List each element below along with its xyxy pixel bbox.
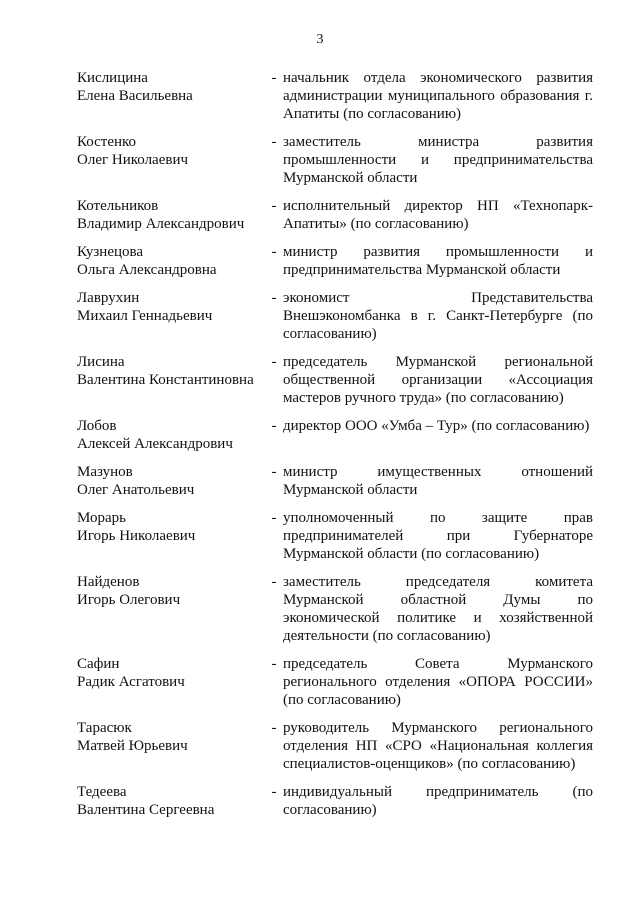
- member-entry: [77, 353, 593, 417]
- member-entry: [77, 719, 593, 783]
- member-given-names: Игорь Олегович: [77, 592, 181, 608]
- member-given-names: Владимир Александрович: [77, 216, 245, 232]
- separator-dash: -: [271, 198, 277, 214]
- member-role: министр развития промышленности и предпринимательства Мурманской области: [283, 244, 593, 278]
- member-name: [77, 509, 265, 545]
- separator-dash: -: [271, 354, 277, 370]
- member-role: заместитель министра развития промышленности и предпринимательства Мурманской области: [283, 134, 593, 186]
- member-name: [77, 133, 265, 169]
- member-entry: [77, 655, 593, 719]
- member-role: председатель Мурманской региональной общественной организации «Ассоциация мастеров ручного труда» (по согласованию): [283, 354, 593, 406]
- separator-dash: -: [271, 134, 277, 150]
- member-entry: [77, 289, 593, 353]
- member-role: экономист Представительства Внешэкономбанка в г. Санкт-Петербурге (по согласованию): [283, 290, 593, 342]
- member-name: [77, 197, 265, 233]
- member-role: начальник отдела экономического развития администрации муниципального образования г. Апатиты (по согласованию): [283, 70, 593, 122]
- member-role: председатель Совета Мурманского регионального отделения «ОПОРА РОССИИ» (по согласованию): [283, 656, 593, 708]
- page-number: 3: [316, 32, 324, 47]
- member-role: уполномоченный по защите прав предпринимателей при Губернаторе Мурманской области (по согласованию): [283, 510, 593, 562]
- member-given-names: Олег Николаевич: [77, 152, 189, 168]
- separator-dash: -: [271, 574, 277, 590]
- member-name: [77, 417, 265, 453]
- member-name: [77, 353, 265, 389]
- separator-dash: -: [271, 510, 277, 526]
- member-surname: Сафин: [77, 656, 120, 672]
- member-entry: [77, 509, 593, 573]
- separator-dash: -: [271, 290, 277, 306]
- separator-dash: -: [271, 720, 277, 736]
- member-entry: [77, 243, 593, 289]
- member-role: директор ООО «Умба – Тур» (по согласованию): [283, 418, 590, 434]
- member-entry: [77, 463, 593, 509]
- member-role: руководитель Мурманского регионального отделения НП «СРО «Национальная коллегия специалистов-оценщиков» (по согласованию): [283, 720, 593, 772]
- member-surname: Морарь: [77, 510, 126, 526]
- member-given-names: Валентина Сергеевна: [77, 802, 215, 818]
- member-name: [77, 573, 265, 609]
- member-list: [77, 69, 593, 823]
- member-role: исполнительный директор НП «Технопарк-Апатиты» (по согласованию): [283, 198, 593, 232]
- member-given-names: Радик Асгатович: [77, 674, 185, 690]
- member-entry: [77, 133, 593, 197]
- separator-dash: -: [271, 784, 277, 800]
- member-surname: Найденов: [77, 574, 140, 590]
- member-surname: Тарасюк: [77, 720, 132, 736]
- separator-dash: -: [271, 244, 277, 260]
- member-surname: Костенко: [77, 134, 137, 150]
- member-name: [77, 289, 265, 325]
- member-given-names: Олег Анатольевич: [77, 482, 195, 498]
- member-role: индивидуальный предприниматель (по согласованию): [283, 784, 593, 818]
- member-surname: Котельников: [77, 198, 159, 214]
- member-given-names: Михаил Геннадьевич: [77, 308, 213, 324]
- member-entry: [77, 417, 593, 463]
- member-surname: Лобов: [77, 418, 117, 434]
- member-given-names: Елена Васильевна: [77, 88, 193, 104]
- separator-dash: -: [271, 464, 277, 480]
- member-surname: Кузнецова: [77, 244, 144, 260]
- member-given-names: Матвей Юрьевич: [77, 738, 188, 754]
- separator-dash: -: [271, 70, 277, 86]
- member-role: министр имущественных отношений Мурманской области: [283, 464, 593, 498]
- member-name: [77, 463, 265, 499]
- member-name: [77, 655, 265, 691]
- member-surname: Тедеева: [77, 784, 127, 800]
- member-surname: Мазунов: [77, 464, 133, 480]
- member-entry: [77, 197, 593, 243]
- member-given-names: Алексей Александрович: [77, 436, 233, 452]
- member-entry: [77, 69, 593, 133]
- member-given-names: Игорь Николаевич: [77, 528, 196, 544]
- member-entry: [77, 573, 593, 655]
- member-entry: [77, 783, 593, 823]
- member-name: [77, 719, 265, 755]
- member-surname: Лаврухин: [77, 290, 140, 306]
- member-given-names: Валентина Константиновна: [77, 372, 254, 388]
- member-name: [77, 783, 265, 819]
- member-role: заместитель председателя комитета Мурманской областной Думы по экономической политике и хозяйственной деятельности (по согласованию): [283, 574, 593, 644]
- separator-dash: -: [271, 418, 277, 434]
- member-name: [77, 243, 265, 279]
- separator-dash: -: [271, 656, 277, 672]
- member-surname: Лисина: [77, 354, 125, 370]
- member-given-names: Ольга Александровна: [77, 262, 217, 278]
- member-name: [77, 69, 265, 105]
- member-surname: Кислицина: [77, 70, 148, 86]
